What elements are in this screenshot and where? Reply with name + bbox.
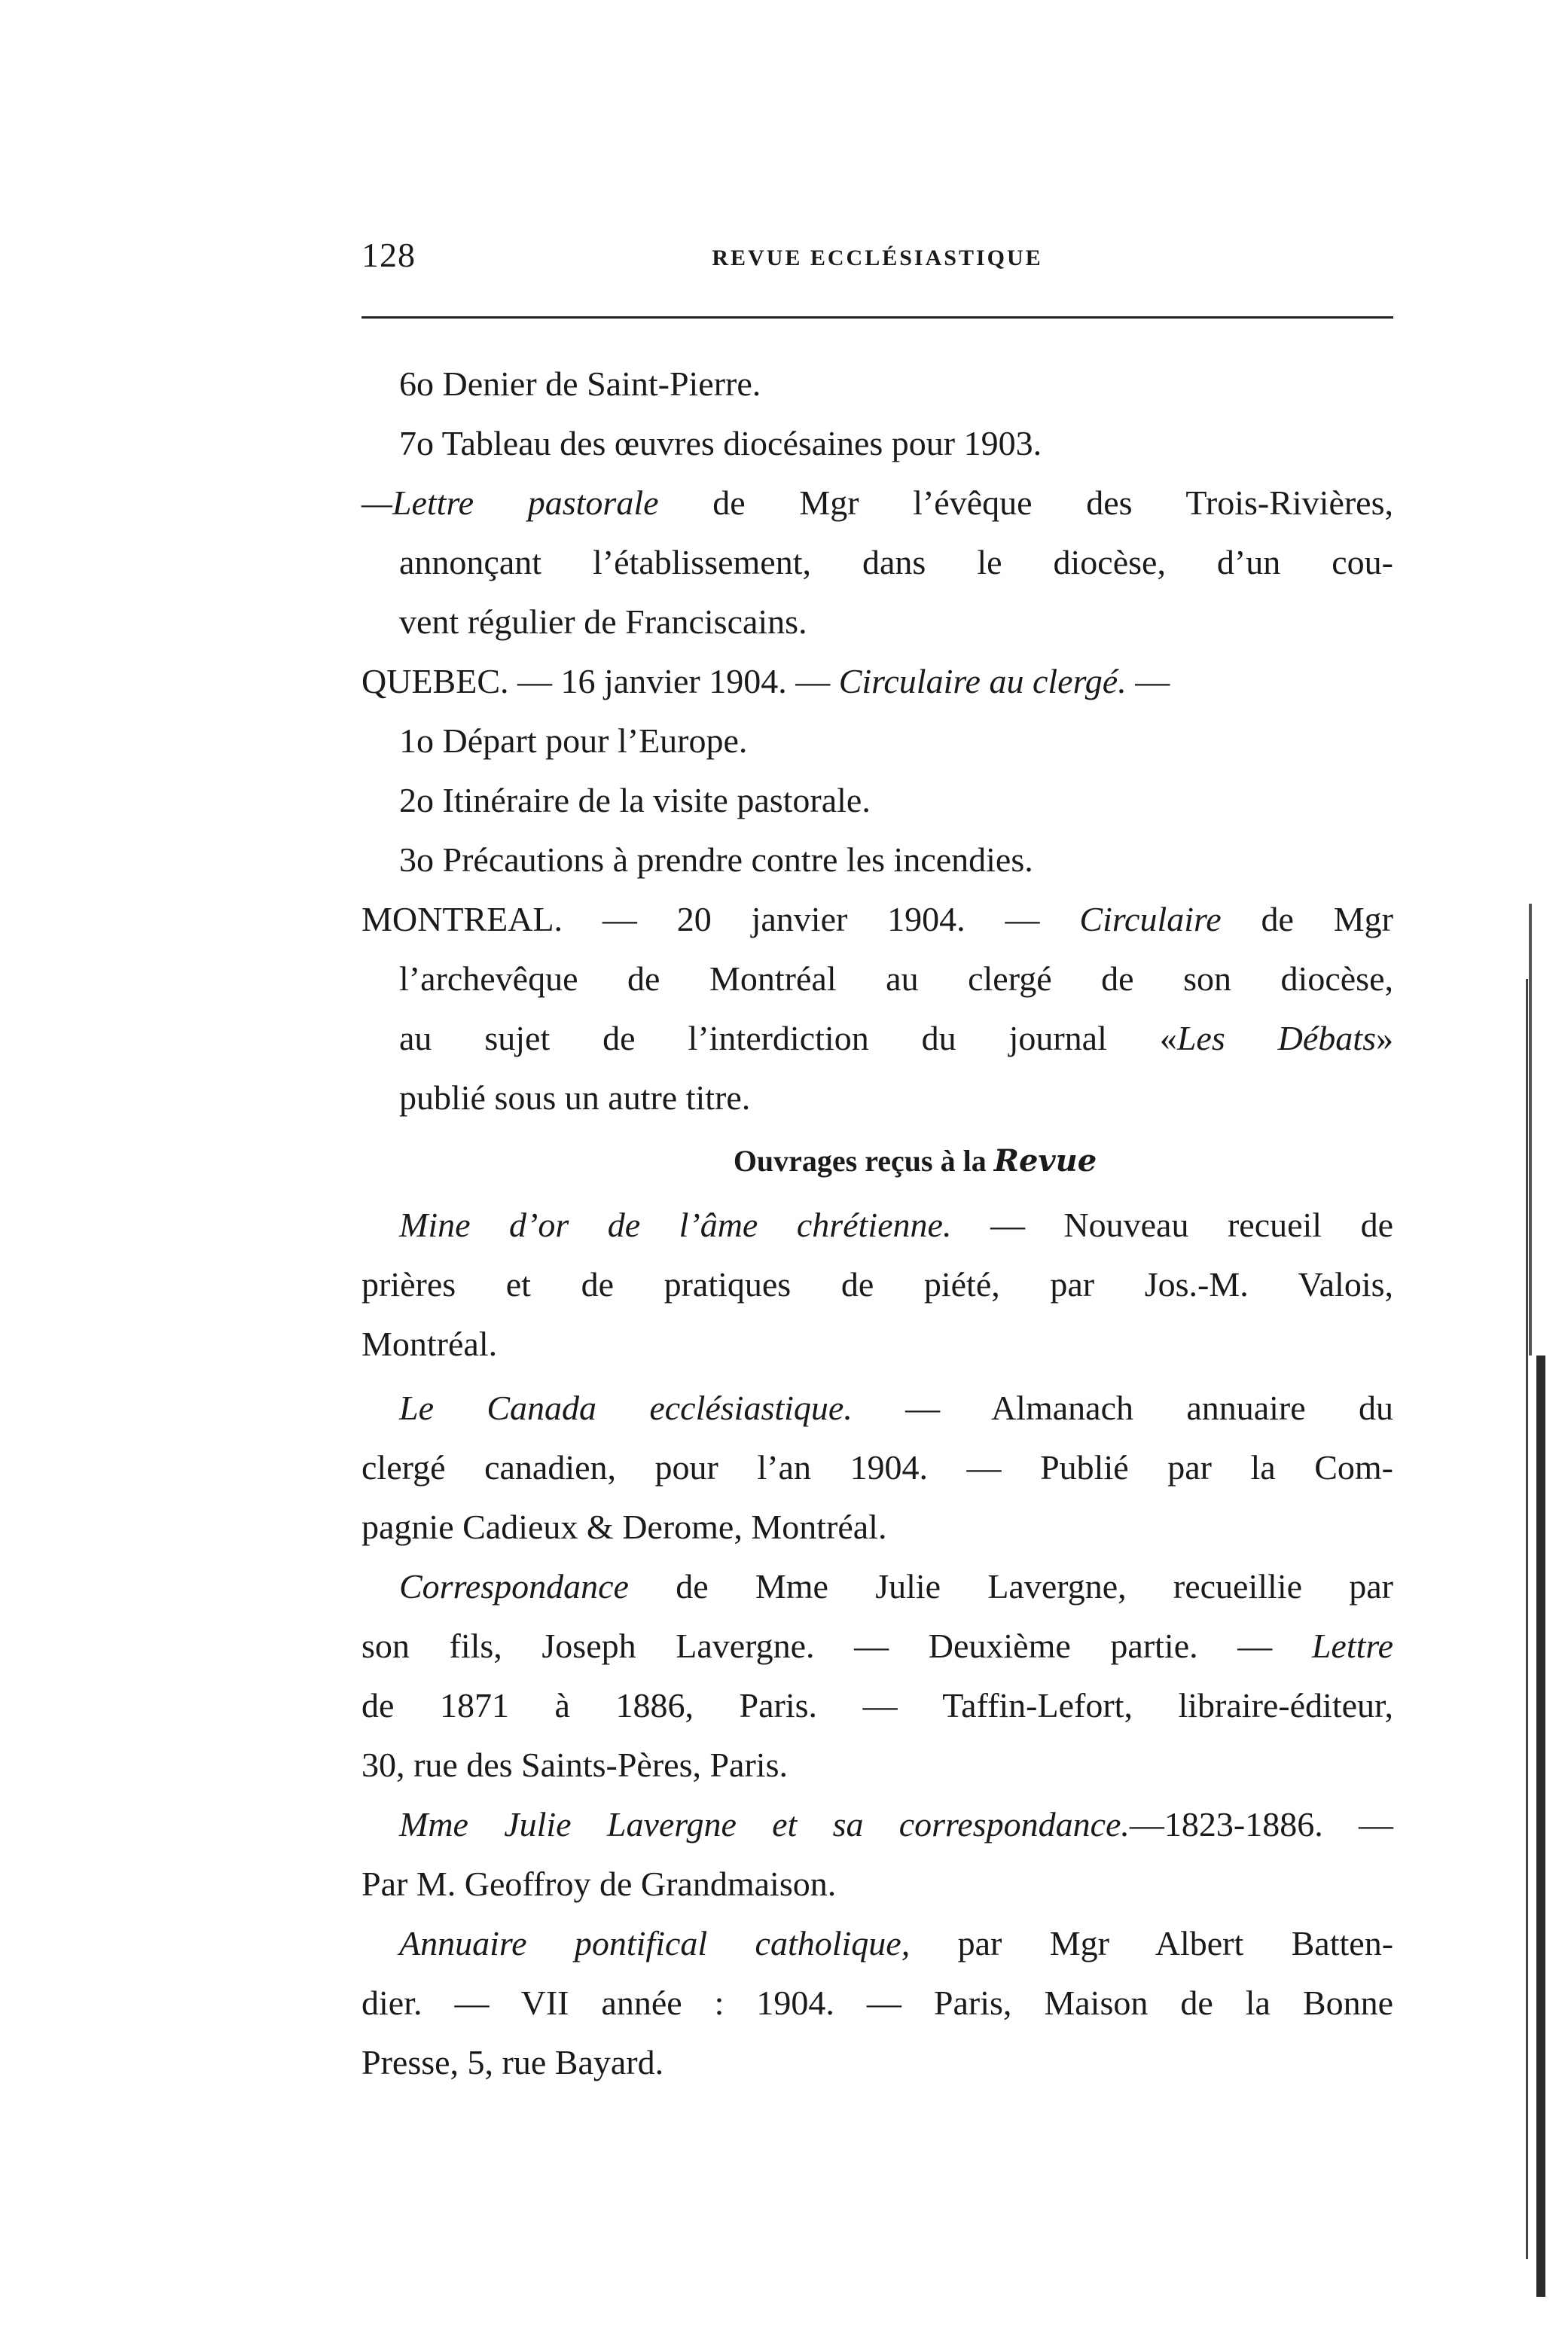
text-span: — Almanach annuaire du	[905, 1389, 1393, 1427]
page-number: 128	[361, 236, 416, 274]
italic-span: Mme Julie Lavergne et sa correspondance.	[399, 1805, 1130, 1843]
text-span: —1823-1886. —	[1129, 1805, 1393, 1843]
text-line	[361, 1854, 1393, 1914]
section-title-text: Ouvrages reçus à la	[733, 1144, 987, 1178]
text-line	[361, 1557, 1393, 1616]
italic-span: Le Canada ecclésiastique.	[399, 1389, 853, 1427]
text-line	[361, 949, 1393, 1008]
text-span: Par M. Geoffroy de Grandmaison.	[361, 1865, 837, 1903]
text-line	[361, 651, 1393, 711]
text-line	[361, 2033, 1393, 2092]
text-span: 1o Départ pour l’Europe.	[399, 721, 748, 760]
text-span: 6o Denier de Saint-Pierre.	[399, 364, 761, 403]
section-title	[361, 1127, 1393, 1195]
text-span: de Mgr l’évêque des Trois-Rivières,	[712, 483, 1393, 522]
italic-span: Correspondance	[399, 1567, 629, 1606]
text-line	[361, 1973, 1393, 2033]
text-span: dier. — VII année : 1904. — Paris, Maison de la Bonne	[361, 1984, 1393, 2022]
italic-span: —Lettre pastorale	[361, 483, 659, 522]
text-line	[361, 1008, 1393, 1068]
italic-span: Circulaire au clergé.	[838, 662, 1127, 700]
running-head: REVUE ECCLÉSIASTIQUE	[712, 245, 1043, 270]
text-line	[361, 1195, 1393, 1255]
text-span: pagnie Cadieux & Derome, Montréal.	[361, 1508, 887, 1546]
text-line	[361, 770, 1393, 830]
italic-span: Mine d’or de l’âme chrétienne.	[399, 1206, 952, 1244]
text-span: — Nouveau recueil de	[990, 1206, 1393, 1244]
binding-edge-mark	[1536, 1356, 1545, 2297]
section-title-script: Revue	[993, 1143, 1097, 1179]
text-span: QUEBEC. — 16 janvier 1904. —	[361, 662, 831, 700]
page-body	[361, 354, 1393, 2092]
text-line	[361, 354, 1393, 413]
text-line	[361, 830, 1393, 889]
header-rule	[361, 316, 1393, 319]
text-span: Presse, 5, rue Bayard.	[361, 2043, 664, 2081]
text-span: l’archevêque de Montréal au clergé de son diocèse,	[399, 959, 1393, 998]
text-line	[361, 1795, 1393, 1854]
text-line	[361, 592, 1393, 651]
italic-span: Les Débats	[1176, 1019, 1376, 1057]
text-span: annonçant l’établissement, dans le diocèse, d’un cou-	[399, 543, 1393, 581]
text-line	[361, 1314, 1393, 1374]
text-span: au sujet de l’interdiction du journal «	[399, 1019, 1177, 1057]
italic-span: Lettre	[1311, 1627, 1394, 1665]
text-line	[361, 1676, 1393, 1735]
text-span: par Mgr Albert Batten-	[957, 1924, 1394, 1962]
text-span: de Mme Julie Lavergne, recueillie par	[676, 1567, 1393, 1606]
text-span: 7o Tableau des œuvres diocésaines pour 1903.	[399, 424, 1042, 462]
text-span: —	[1135, 662, 1170, 700]
text-span: vent régulier de Franciscains.	[399, 602, 807, 641]
text-line	[361, 1735, 1393, 1795]
text-span: prières et de pratiques de piété, par Jos.-M. Valois,	[361, 1265, 1393, 1304]
text-line	[361, 473, 1393, 532]
text-span: 3o Précautions à prendre contre les incendies.	[399, 840, 1033, 879]
text-span: 2o Itinéraire de la visite pastorale.	[399, 781, 871, 819]
text-span: 30, rue des Saints-Pères, Paris.	[361, 1746, 788, 1784]
text-line	[361, 1068, 1393, 1127]
text-line	[361, 1616, 1393, 1676]
text-span: son fils, Joseph Lavergne. — Deuxième partie. —	[361, 1627, 1273, 1665]
text-span: de Mgr	[1261, 900, 1393, 938]
binding-edge-mark	[1526, 979, 1528, 2259]
text-span: clergé canadien, pour l’an 1904. — Publié par la Com-	[361, 1448, 1393, 1487]
text-span: Montréal.	[361, 1325, 498, 1363]
text-span: MONTREAL. — 20 janvier 1904. —	[361, 900, 1040, 938]
page-header	[361, 235, 1393, 288]
text-line	[361, 1255, 1393, 1314]
text-span: de 1871 à 1886, Paris. — Taffin-Lefort, libraire-éditeur,	[361, 1686, 1393, 1725]
text-line	[361, 1914, 1393, 1973]
italic-span: Annuaire pontifical catholique,	[399, 1924, 911, 1962]
text-line	[361, 1497, 1393, 1557]
text-span: »	[1376, 1019, 1393, 1057]
text-line	[361, 413, 1393, 473]
text-line	[361, 889, 1393, 949]
text-line	[361, 532, 1393, 592]
text-line	[361, 1378, 1393, 1438]
italic-span: Circulaire	[1079, 900, 1222, 938]
text-line	[361, 1438, 1393, 1497]
binding-edge-mark	[1529, 904, 1532, 1356]
text-line	[361, 711, 1393, 770]
text-span: publié sous un autre titre.	[399, 1078, 751, 1117]
